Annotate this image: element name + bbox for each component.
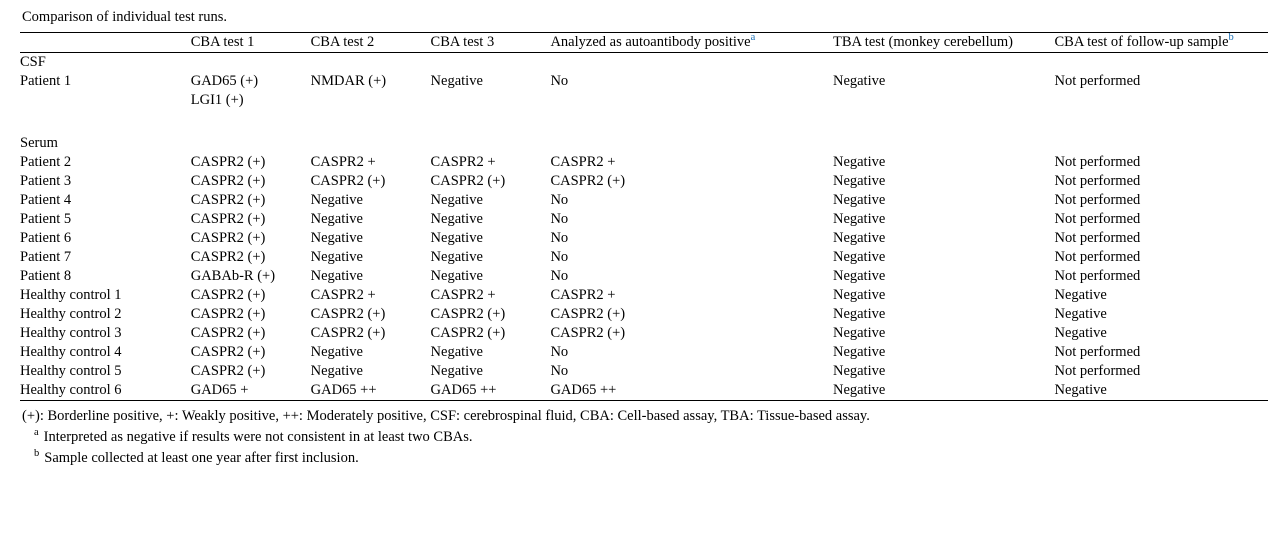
- cell-cba-test-3: GAD65 ++: [431, 381, 551, 401]
- cell-cba-test-1: CASPR2 (+): [190, 363, 266, 379]
- row-label: Patient 1: [20, 73, 72, 89]
- column-header-rowlabel: [20, 33, 191, 53]
- group-spacer-cell: [431, 134, 551, 153]
- cell-cba-test-3: Negative: [430, 230, 483, 246]
- group-spacer-cell: [833, 53, 1055, 73]
- table-footnotes: [20, 406, 1268, 468]
- cell-empty: [1055, 91, 1268, 110]
- cell-analyzed-positive: No: [550, 211, 569, 227]
- cell-followup-cba: Not performed: [1054, 192, 1141, 208]
- table-row: [20, 362, 1268, 381]
- cell-tba-test: Negative: [832, 211, 886, 227]
- cell-followup-cba: Negative: [1055, 381, 1268, 401]
- cell-followup-cba: Not performed: [1054, 73, 1141, 89]
- group-spacer-cell: [431, 53, 551, 73]
- cell-cba-test-2: Negative: [310, 192, 363, 208]
- cell-analyzed-positive: No: [550, 344, 569, 360]
- cell-cba-test-1: CASPR2 (+): [190, 230, 266, 246]
- table-row-continuation: [20, 91, 1268, 110]
- cell-cba-test-3: CASPR2 (+): [430, 306, 506, 322]
- cell-analyzed-positive: No: [550, 249, 569, 265]
- group-spacer-cell: [1055, 53, 1268, 73]
- row-label: Healthy control 4: [20, 344, 122, 360]
- cell-cba-test-3: CASPR2 +: [430, 154, 496, 170]
- cell-analyzed-positive: No: [550, 192, 569, 208]
- cell-analyzed-positive: No: [550, 363, 569, 379]
- cell-cba-test-1: CASPR2 (+): [190, 173, 266, 189]
- cell-followup-cba: Not performed: [1054, 249, 1141, 265]
- cell-cba-test-3: Negative: [430, 363, 483, 379]
- cell-tba-test: Negative: [832, 73, 886, 89]
- row-label: Patient 4: [20, 192, 72, 208]
- row-label: Healthy control 6: [20, 381, 191, 401]
- cell-tba-test: Negative: [832, 344, 886, 360]
- cell-cba-test-3: Negative: [430, 211, 483, 227]
- cell-cba-test-2: Negative: [310, 230, 363, 246]
- cell-cba-test-1: CASPR2 (+): [190, 192, 266, 208]
- cell-tba-test: Negative: [832, 192, 886, 208]
- cell-tba-test: Negative: [832, 154, 886, 170]
- cell-tba-test: Negative: [833, 381, 1055, 401]
- table-row: [20, 381, 1268, 401]
- table-body: [20, 53, 1268, 401]
- cell-analyzed-positive: No: [550, 73, 569, 89]
- table-row: [20, 267, 1268, 286]
- cell-followup-cba: Not performed: [1054, 268, 1141, 284]
- cell-empty: [833, 91, 1055, 110]
- table-header-row: [20, 33, 1268, 53]
- group-spacer-cell: [191, 134, 311, 153]
- cell-cba-test-3: Negative: [430, 268, 483, 284]
- table-row: [20, 305, 1268, 324]
- cell-empty: [550, 91, 833, 110]
- cell-analyzed-positive: No: [550, 268, 569, 284]
- row-label: Patient 6: [20, 230, 72, 246]
- cell-cba-test-2: CASPR2 (+): [310, 325, 386, 341]
- group-spacer-cell: [550, 134, 833, 153]
- cell-analyzed-positive: CASPR2 (+): [550, 325, 626, 341]
- column-header-analyzed-positive: [550, 33, 833, 53]
- row-label: Healthy control 1: [20, 287, 122, 303]
- cell-followup-cba: Not performed: [1054, 363, 1141, 379]
- footnote-a: [34, 427, 1268, 447]
- row-label-empty: [20, 91, 191, 110]
- column-header-cba-test-1: CBA test 1: [191, 33, 311, 53]
- cell-cba-test-2: GAD65 ++: [311, 381, 431, 401]
- cell-cba-test-1: CASPR2 (+): [190, 306, 266, 322]
- cell-analyzed-positive: CASPR2 +: [550, 287, 616, 303]
- group-spacer-cell: [550, 53, 833, 73]
- cell-followup-cba: Negative: [1054, 306, 1107, 322]
- cell-tba-test: Negative: [832, 306, 886, 322]
- column-header-cba-test-2: CBA test 2: [311, 33, 431, 53]
- group-spacer-cell: [833, 134, 1055, 153]
- table-row: [20, 210, 1268, 229]
- table-row: [20, 324, 1268, 343]
- table-row: [20, 229, 1268, 248]
- table-row: [20, 191, 1268, 210]
- cell-tba-test: Negative: [832, 230, 886, 246]
- group-spacer-cell: [191, 53, 311, 73]
- table-row: [20, 343, 1268, 362]
- cell-cba-test-2: CASPR2 +: [310, 287, 376, 303]
- cell-tba-test: Negative: [832, 249, 886, 265]
- cell-followup-cba: Negative: [1054, 287, 1107, 303]
- cell-followup-cba: Not performed: [1054, 154, 1141, 170]
- table-head: [20, 33, 1268, 53]
- footnote-legend: (+): Borderline positive, +: Weakly positive, ++: Moderately positive, CSF: cerebrospinal fluid, CBA: Cell-based assay, TBA: Tissue-based assay.: [22, 408, 870, 424]
- table-row: [20, 172, 1268, 191]
- cell-cba-test-1: CASPR2 (+): [190, 249, 266, 265]
- cell-cba-test-1: GABAb-R (+): [190, 268, 276, 284]
- table-row: [20, 286, 1268, 305]
- table-row: [20, 248, 1268, 267]
- cell-analyzed-positive: GAD65 ++: [550, 381, 833, 401]
- group-label-csf: CSF: [20, 54, 46, 70]
- cell-followup-cba: Not performed: [1054, 211, 1141, 227]
- cell-cba-test-1: GAD65 (+): [190, 73, 259, 89]
- cell-tba-test: Negative: [832, 173, 886, 189]
- cell-cba-test-3: Negative: [430, 249, 483, 265]
- cell-cba-test-3: Negative: [430, 192, 483, 208]
- group-header-row: [20, 53, 1268, 73]
- cell-cba-test-1: CASPR2 (+): [190, 325, 266, 341]
- row-label: Patient 3: [20, 173, 72, 189]
- table-row: [20, 153, 1268, 172]
- group-label-serum: Serum: [20, 135, 58, 151]
- group-spacer-row: [20, 110, 1268, 134]
- row-label: Patient 7: [20, 249, 72, 265]
- cell-followup-cba: Negative: [1054, 325, 1107, 341]
- cell-cba-test-2: Negative: [310, 249, 363, 265]
- footnote-b: [34, 448, 1268, 468]
- comparison-table: [20, 32, 1268, 401]
- column-header-analyzed-positive-text: Analyzed as autoantibody positive: [550, 34, 751, 50]
- cell-cba-test-1: CASPR2 (+): [190, 287, 266, 303]
- cell-cba-test-3: Negative: [430, 344, 483, 360]
- column-header-followup-cba-text: CBA test of follow-up sample: [1054, 34, 1229, 50]
- footnote-a-text: Interpreted as negative if results were not consistent in at least two CBAs.: [43, 429, 473, 445]
- cell-cba-test-2: NMDAR (+): [310, 73, 387, 89]
- cell-cba-test-2: Negative: [310, 268, 363, 284]
- cell-cba-test-2: CASPR2 +: [310, 154, 376, 170]
- row-label: Healthy control 2: [20, 306, 122, 322]
- row-label: Healthy control 3: [20, 325, 122, 341]
- cell-followup-cba: Not performed: [1054, 344, 1141, 360]
- table-row: [20, 72, 1268, 91]
- cell-cba-test-1: CASPR2 (+): [190, 154, 266, 170]
- cell-cba-test-3: Negative: [430, 73, 483, 89]
- footnote-ref-a: a: [750, 32, 756, 44]
- row-label: Patient 5: [20, 211, 72, 227]
- cell-followup-cba: Not performed: [1054, 173, 1141, 189]
- cell-empty: [311, 91, 431, 110]
- cell-cba-test-3: CASPR2 +: [430, 287, 496, 303]
- cell-cba-test-2: CASPR2 (+): [310, 306, 386, 322]
- cell-cba-test-1: CASPR2 (+): [190, 344, 266, 360]
- row-label: Healthy control 5: [20, 363, 122, 379]
- group-spacer-cell: [311, 53, 431, 73]
- cell-tba-test: Negative: [832, 268, 886, 284]
- column-header-followup-cba: [1055, 33, 1268, 53]
- cell-tba-test: Negative: [832, 287, 886, 303]
- cell-followup-cba: Not performed: [1054, 230, 1141, 246]
- footnote-ref-b: b: [1228, 32, 1234, 44]
- cell-tba-test: Negative: [832, 363, 886, 379]
- row-label: Patient 8: [20, 268, 72, 284]
- cell-cba-test-3: CASPR2 (+): [430, 173, 506, 189]
- column-header-tba-test: TBA test (monkey cerebellum): [833, 33, 1055, 53]
- group-header-row: [20, 134, 1268, 153]
- column-header-cba-test-3: CBA test 3: [431, 33, 551, 53]
- footnote-b-text: Sample collected at least one year after first inclusion.: [44, 450, 359, 466]
- group-spacer-cell: [1055, 134, 1268, 153]
- table-caption: Comparison of individual test runs.: [22, 9, 227, 25]
- footnote-a-mark: a: [34, 427, 39, 439]
- cell-analyzed-positive: CASPR2 (+): [550, 173, 626, 189]
- cell-analyzed-positive: No: [550, 230, 569, 246]
- row-label: Patient 2: [20, 154, 72, 170]
- cell-cba-test-1: GAD65 +: [191, 381, 311, 401]
- cell-analyzed-positive: CASPR2 +: [550, 154, 616, 170]
- group-spacer-cell: [20, 110, 1268, 134]
- cell-cba-test-1: CASPR2 (+): [190, 211, 266, 227]
- cell-empty: [431, 91, 551, 110]
- cell-cba-test-3: CASPR2 (+): [430, 325, 506, 341]
- footnote-b-mark: b: [34, 448, 40, 460]
- cell-analyzed-positive: CASPR2 (+): [550, 306, 626, 322]
- cell-cba-test-1-second: LGI1 (+): [190, 92, 244, 108]
- cell-cba-test-2: Negative: [310, 344, 363, 360]
- group-spacer-cell: [311, 134, 431, 153]
- cell-cba-test-2: Negative: [310, 363, 363, 379]
- cell-cba-test-2: CASPR2 (+): [310, 173, 386, 189]
- cell-tba-test: Negative: [832, 325, 886, 341]
- cell-cba-test-2: Negative: [310, 211, 363, 227]
